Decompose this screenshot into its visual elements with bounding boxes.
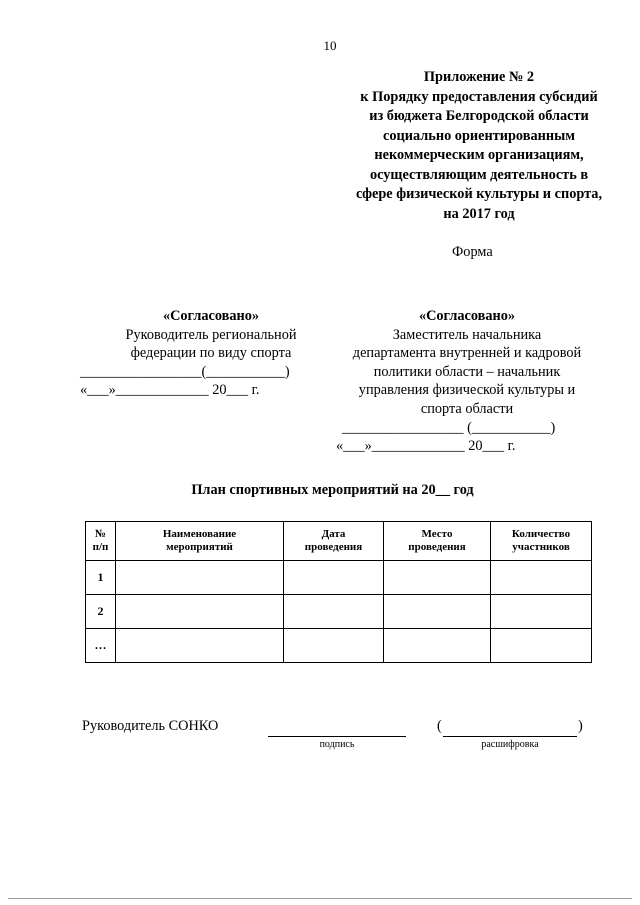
appendix-line: на 2017 год [443, 205, 515, 222]
signature-line: _________________(___________) [80, 363, 290, 380]
header-text: проведения [304, 541, 363, 553]
cell-date[interactable] [284, 629, 384, 663]
header-location [384, 522, 491, 561]
cell-event-name[interactable] [116, 561, 284, 595]
header-participants [491, 522, 592, 561]
name-field[interactable] [443, 736, 577, 737]
header-text: проведения [408, 541, 466, 553]
cell-event-name[interactable] [116, 595, 284, 629]
row-number: 1 [86, 561, 116, 595]
approval-position-line: федерации по виду спорта [130, 345, 292, 362]
approval-heading: «Согласовано» [418, 308, 516, 324]
appendix-line: социально ориентированным [383, 127, 575, 144]
signature-field[interactable] [268, 736, 406, 737]
cell-participants[interactable] [491, 595, 592, 629]
header-text: № [94, 528, 107, 540]
cell-participants[interactable] [491, 629, 592, 663]
cell-event-name[interactable] [116, 629, 284, 663]
header-text: мероприятий [166, 541, 233, 553]
header-text: п/п [92, 541, 109, 553]
name-caption: расшифровка [481, 739, 539, 750]
close-paren: ) [578, 718, 583, 734]
approval-block-right [336, 307, 598, 456]
cell-location[interactable] [384, 561, 491, 595]
cell-participants[interactable] [491, 561, 592, 595]
approval-position-line: управления физической культуры и [358, 382, 576, 399]
date-line: «___»_____________ 20___ г. [336, 438, 516, 455]
header-event-name [116, 522, 284, 561]
signature-line: _________________ (___________) [342, 419, 556, 436]
table-header-row [86, 522, 592, 561]
appendix-line: сфере физической культуры и спорта, [355, 186, 603, 202]
footer-label: Руководитель СОНКО [82, 718, 219, 734]
date-line: «___»_____________ 20___ г. [80, 382, 260, 399]
form-label: Форма [452, 244, 493, 260]
cell-location[interactable] [384, 595, 491, 629]
table-row [86, 561, 592, 595]
cell-date[interactable] [284, 595, 384, 629]
appendix-header [318, 68, 640, 224]
header-text: Количество [511, 528, 571, 540]
approval-heading: «Согласовано» [162, 308, 260, 324]
appendix-line: к Порядку предоставления субсидий [360, 88, 598, 105]
events-table [85, 521, 592, 663]
appendix-line: из бюджета Белгородской области [369, 108, 589, 124]
cell-location[interactable] [384, 629, 491, 663]
header-text: Дата [321, 528, 346, 540]
approval-position-line: Руководитель региональной [125, 326, 297, 343]
table-row [86, 629, 592, 663]
appendix-line: некоммерческим организациям, [374, 147, 584, 163]
signature-caption: подпись [319, 739, 355, 750]
header-text: Место [421, 528, 453, 540]
cell-date[interactable] [284, 561, 384, 595]
header-text: Наименование [162, 528, 237, 540]
appendix-line: осуществляющим деятельность в [369, 166, 589, 183]
header-date [284, 522, 384, 561]
table-row [86, 595, 592, 629]
approval-position-line: департамента внутренней и кадровой [352, 345, 582, 362]
header-text: участников [512, 541, 570, 553]
approval-position-line: политики области – начальник [373, 363, 561, 380]
appendix-line: Приложение № 2 [423, 69, 535, 85]
approval-position-line: спорта области [420, 400, 514, 417]
approval-block-left [80, 307, 342, 400]
page-edge-line [8, 898, 632, 899]
plan-title: План спортивных мероприятий на 20__ год [191, 482, 474, 498]
row-number: 2 [86, 595, 116, 629]
header-number [86, 522, 116, 561]
page-number: 10 [323, 38, 337, 53]
approval-position-line: Заместитель начальника [392, 326, 542, 343]
open-paren: ( [437, 718, 442, 734]
row-number: … [86, 629, 116, 663]
